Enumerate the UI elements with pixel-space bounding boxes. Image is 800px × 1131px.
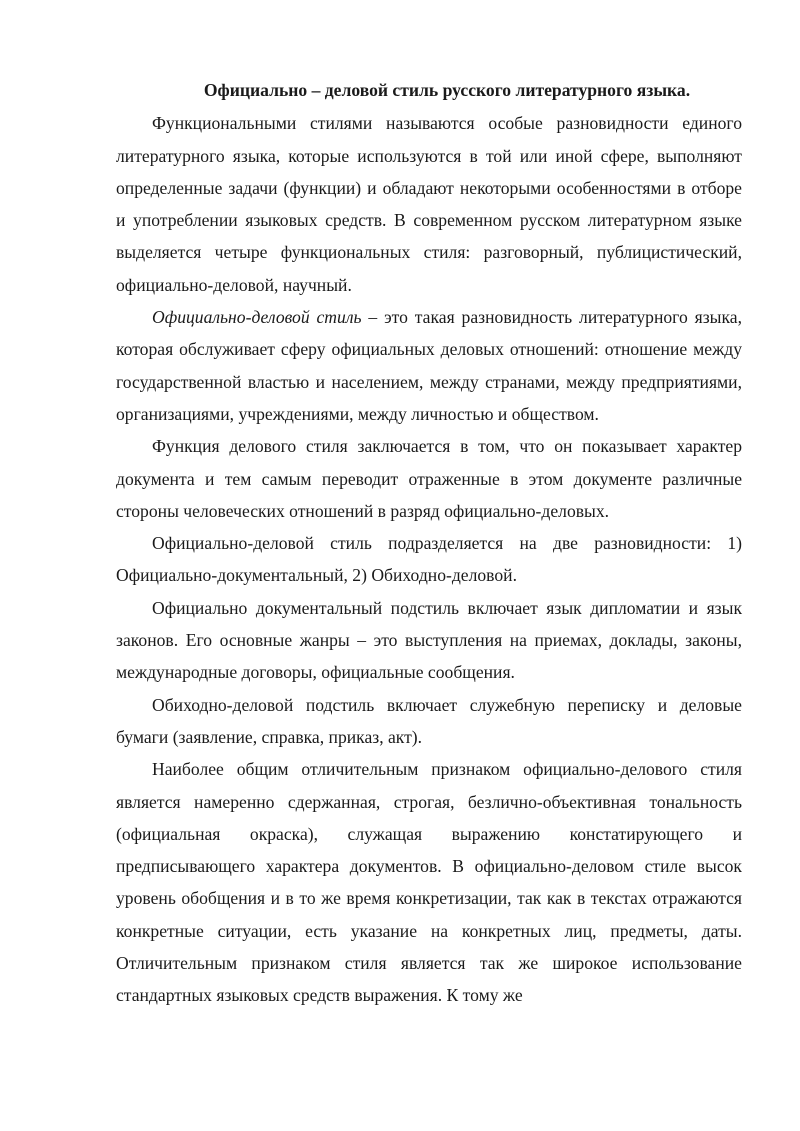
document-body [116, 74, 742, 1012]
paragraph-varieties: Официально-деловой стиль подразделяется на две разновидности: 1) Официально-документальный, 2) Обиходно-деловой. [116, 533, 742, 586]
paragraph-everyday-substyle: Обиходно-деловой подстиль включает служебную переписку и деловые бумаги (заявление, справка, приказ, акт). [116, 694, 742, 747]
paragraph-definition [116, 301, 742, 430]
paragraph-distinctive-features: Наиболее общим отличительным признаком официально-делового стиля является намеренно сдержанная, строгая, безлично-объективная тональность (официальная окраска), служащая выражению констатирующего и предписывающего характера документов. В официально-деловом стиле высок уровень обобщения и в то же время конкретизации, так как в текстах отражаются конкретные ситуации, есть указание на конкретных лиц, предметы, даты. Отличительным признаком стиля является так же широкое использование стандартных языковых средств выражения. К тому же [116, 759, 742, 1006]
paragraph-documentary-substyle: Официально документальный подстиль включает язык дипломатии и язык законов. Его основные жанры – это выступления на приемах, доклады, законы, международные договоры, официальные сообщения. [116, 597, 742, 683]
document-title: Официально – деловой стиль русского литературного языка. [203, 80, 691, 100]
italic-term: Официально-деловой стиль [152, 307, 362, 328]
paragraph-functional-styles: Функциональными стилями называются особые разновидности единого литературного языка, которые используются в той или иной сфере, выполняют определенные задачи (функции) и обладают некоторыми особенностями в отборе и употреблении языковых средств. В современном русском литературном языке выделяется четыре функциональных стиля: разговорный, публицистический, официально-деловой, научный. [116, 113, 742, 295]
definition-text: – это такая разновидность литературного языка, которая обслуживает сферу официальных деловых отношений: отношение между государственной властью и населением, между странами, между предприятиями, организациями, учреждениями, между личностью и обществом. [116, 307, 742, 424]
paragraph-function: Функция делового стиля заключается в том, что он показывает характер документа и тем самым переводит отраженные в этом документе различные стороны человеческих отношений в разряд официально-деловых. [116, 436, 742, 521]
